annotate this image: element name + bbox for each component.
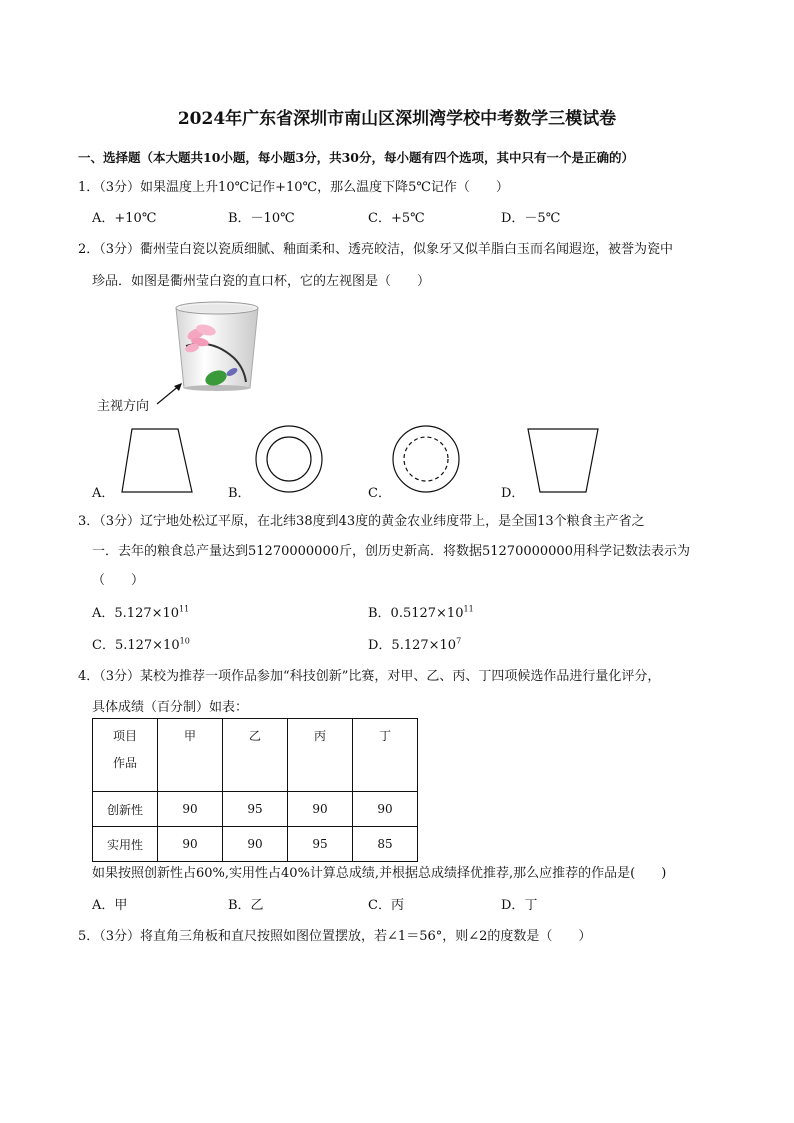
table-cell: 90 <box>158 792 223 827</box>
q3-option-a: A．$5.127\times 10^{11}$ <box>92 604 190 621</box>
table-header-cell: 乙 <box>223 719 288 792</box>
q2-option-c-label: C． <box>368 486 391 501</box>
question-4-stem-line-2: 具体成绩（百分制）如表： <box>92 700 249 715</box>
q1-option-a: A．+10℃ <box>92 211 157 226</box>
q2-option-a-label: A． <box>92 486 115 501</box>
table-row <box>93 792 418 827</box>
q2-option-b-label: B． <box>228 486 251 501</box>
porcelain-cup-image <box>172 300 262 392</box>
question-3-stem-line-2: 一．去年的粮食总产量达到51270000000斤，创历史新高．将数据51270000000用科学记数法表示为 <box>92 544 690 559</box>
corner-label-top: 项目 <box>112 729 137 743</box>
question-3-stem-line-3: （ ） <box>92 573 145 588</box>
q4-option-a: A．甲 <box>92 898 128 913</box>
question-5-stem: 5．（3分）将直角三角板和直尺按照如图位置摆放，若∠1＝56°，则∠2的度数是（ ） <box>78 929 592 944</box>
q4-option-d: D．丁 <box>501 898 538 913</box>
row-label: 实用性 <box>93 827 158 862</box>
q3-option-b: B．$0.5127\times 10^{11}$ <box>368 604 474 621</box>
table-cell: 95 <box>288 827 353 862</box>
q1-option-c: C．+5℃ <box>368 211 425 226</box>
table-header-row <box>93 719 418 792</box>
table-cell: 90 <box>288 792 353 827</box>
section-heading: 一、选择题（本大题共10小题，每小题3分，共30分，每小题有四个选项，其中只有一个是正确的） <box>78 150 634 165</box>
option-a-shape <box>120 428 194 494</box>
q1-option-b: B．－10℃ <box>228 211 295 226</box>
score-table <box>92 718 418 862</box>
table-row <box>93 827 418 862</box>
q4-option-b: B．乙 <box>228 898 264 913</box>
table-cell: 95 <box>223 792 288 827</box>
table-cell: 90 <box>158 827 223 862</box>
q3-option-c: C．$5.127\times 10^{10}$ <box>92 636 190 653</box>
question-2-stem-line-1: 2．（3分）衢州莹白瓷以瓷质细腻、釉面柔和、透亮皎洁，似象牙又似羊脂白玉而名闻遐迩，被誉为瓷中 <box>78 242 674 257</box>
q2-option-d-label: D． <box>501 486 525 501</box>
table-corner-cell <box>93 719 158 792</box>
view-direction-arrow-icon <box>155 380 185 406</box>
table-cell: 85 <box>353 827 418 862</box>
corner-label-bottom: 作品 <box>112 756 137 770</box>
option-d-shape <box>526 428 600 494</box>
option-c-shape <box>391 424 461 494</box>
q4-option-c: C．丙 <box>368 898 404 913</box>
option-b-shape <box>254 424 324 494</box>
table-header-cell: 丙 <box>288 719 353 792</box>
question-4-note: 如果按照创新性占60%,实用性占40%计算总成绩,并根据总成绩择优推荐,那么应推荐的作品是( ) <box>92 866 667 881</box>
question-2-stem-line-2: 珍品．如图是衢州莹白瓷的直口杯，它的左视图是（ ） <box>92 274 431 289</box>
row-label: 创新性 <box>93 792 158 827</box>
view-direction-label: 主视方向 <box>97 399 150 414</box>
table-cell: 90 <box>223 827 288 862</box>
table-cell: 90 <box>353 792 418 827</box>
q3-option-d: D．$5.127\times 10^7$ <box>368 636 462 653</box>
question-3-stem-line-1: 3．（3分）辽宁地处松辽平原，在北纬38度到43度的黄金农业纬度带上，是全国13个粮食主产省之 <box>78 514 645 529</box>
question-4-stem-line-1: 4．（3分）某校为推荐一项作品参加“科技创新”比赛，对甲、乙、丙、丁四项候选作品进行量化评分， <box>78 669 661 684</box>
table-header-cell: 甲 <box>158 719 223 792</box>
page-title: 2024年广东省深圳市南山区深圳湾学校中考数学三模试卷 <box>177 109 617 129</box>
q1-option-d: D．－5℃ <box>501 211 561 226</box>
question-1-stem: 1．（3分）如果温度上升10℃记作+10℃，那么温度下降5℃记作（ ） <box>78 180 509 195</box>
table-header-cell: 丁 <box>353 719 418 792</box>
